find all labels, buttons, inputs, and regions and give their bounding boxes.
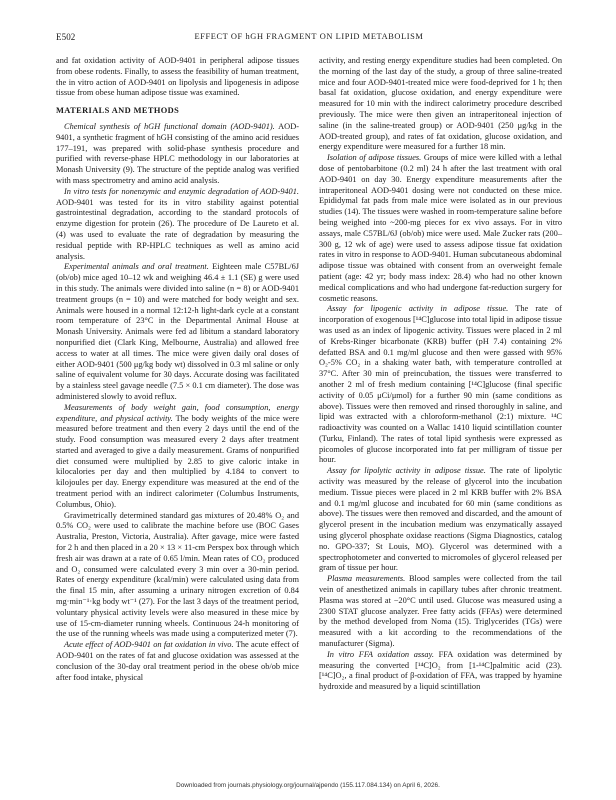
intro-paragraph: and fat oxidation activity of AOD-9401 in peripheral adipose tissues from obese rodents. Finally, to assess the feasibility of human treatment, the in vitro action of AOD-9401 on lipolysis and lipogenesis in adipose tissue from obese human adipose tissue was examined. <box>56 56 299 98</box>
section-heading: MATERIALS AND METHODS <box>56 106 180 116</box>
page-number: E502 <box>56 32 76 42</box>
paragraph-lipolytic-assay <box>319 466 562 574</box>
paragraph-plasma <box>319 574 562 650</box>
paragraph-title: Chemical synthesis of hGH functional domain (AOD-9401). <box>64 121 275 131</box>
paragraph-title: Acute effect of AOD-9401 on fat oxidation in vivo. <box>64 640 234 650</box>
paragraph-body: Groups of mice were killed with a lethal dose of pentobarbitone (0.2 ml) 24 h after the last treatment with oral AOD-9401 on day 30. Energy expenditure measurements after the intraperitoneal AOD-9401 dosing were not conducted on these mice. Epididymal fat pads from male mice were isolated as in our previous studies (14). The tissues were washed in room-temperature saline before being weighed into ~200-mg pieces for ex vivo assays. For in vitro assays, male C57BL/6J (ob/ob) mice were used. Male Zucker rats (200–300 g, 12 wk of age) were used to assess adipose tissue fat oxidation rates in vitro in response to AOD-9401. Human subcutaneous abdominal adipose tissue was obtained with consent from an overweight female patient (age: 42 yr; body mass index: 28.4) who had no other known medical complications and who had undergone fat-reduction surgery for cosmetic reasons. <box>319 153 562 303</box>
paragraph-gravimetric: Gravimetrically determined standard gas mixtures of 20.48% O₂ and 0.5% CO₂ were used to calibrate the machine before use (BOC Gases Australia, Preston, Victoria, Australia). After gavage, mice were fasted for 2 h and then placed in a 20 × 13 × 11-cm Perspex box through which fresh air was drawn at a rate of 0.65 l/min. Mean rates of CO₂ produced and O₂ consumed were calculated every 3 min over a 30-min period. Rates of energy expenditure (kcal/min) were calculated using data from the final 15 min, after assuming a urinary nitrogen excretion of 0.84 mg·min⁻¹·kg body wt⁻¹ (27). For the last 3 days of the treatment period, voluntary physical activity levels were also measured in these mice by use of 15-cm-diameter running wheels. Continuous 24-h monitoring of the use of the running wheels was made using a computerized meter (7). <box>56 510 299 639</box>
download-footer: Downloaded from journals.physiology.org/journal/ajpendo (155.117.084.134) on April 6, 2026. <box>176 782 440 789</box>
paragraph-title: Assay for lipolytic activity in adipose tissue. <box>327 466 486 476</box>
running-title: EFFECT OF hGH FRAGMENT ON LIPID METABOLISM <box>194 32 424 41</box>
paragraph-body: The acute effect of AOD-9401 on the rates of fat and glucose oxidation was assessed at the conclusion of the 30-day oral treatment period in the obese ob/ob mice after food intake, physical <box>56 640 299 682</box>
paragraph-body: AOD-9401, a synthetic fragment of hGH consisting of the amino acid residues 177–191, was prepared with solid-phase synthesis procedure and purified with reverse-phase HPLC methodology in our laboratories at Monash University (9). The structure of the peptide analog was verified with mass spectrometry and amino acid analysis. <box>56 121 299 185</box>
paragraph-isolation <box>319 153 562 304</box>
paragraph-acute-effect <box>56 640 299 683</box>
paragraph-title: In vitro tests for nonenzymic and enzymic degradation of AOD-9401. <box>64 186 299 196</box>
paragraph-lipogenic-assay <box>319 304 562 466</box>
right-column <box>319 56 562 693</box>
paragraph-body: Eighteen male C57BL/6J (ob/ob) mice aged 10–12 wk and weighing 46.4 ± 1.1 (SE) g were used in this study. The animals were divided into saline (n = 8) or AOD-9401 treatment groups (n = 10) and were matched for body weight and sex. Animals were housed in a normal 12:12-h light-dark cycle at a constant room temperature of 23°C in the Departmental Animal House at Monash University. Animals were fed ad libitum a standard laboratory nonpurified diet (Clark King, Melbourne, Australia) and allowed free access to water at all times. The mice were given daily oral doses of either AOD-9401 (500 μg/kg body wt) dissolved in 0.3 ml saline or only saline of equivalent volume for 30 days. Accurate dosing was facilitated by a stainless steel gavage needle (7.5 × 0.1 cm diameter). The dose was administered slowly to avoid reflux. <box>56 262 299 401</box>
paragraph-title: Measurements of body weight gain, food consumption, energy expenditure, and physical activity. <box>56 402 299 423</box>
paragraph-title: Experimental animals and oral treatment. <box>64 262 209 272</box>
left-column <box>56 56 299 683</box>
paragraph-continued: activity, and resting energy expenditure studies had been completed. On the morning of the last day of the study, a group of three saline-treated mice and four AOD-9401-treated mice were food-deprived for 1 h; then basal fat oxidation, glucose oxidation, and energy expenditure were measured for 10 min with the indirect calorimetry procedure described previously. The mice were then given an intraperitoneal injection of saline (in the saline-treated group) or AOD-9401 (250 μg/kg in the AOD-treated group), and rates of fat oxidation, glucose oxidation, and energy expenditure were measured for a further 18 min. <box>319 56 562 152</box>
paragraph-chemical-synthesis <box>56 122 299 187</box>
paragraph-body: The body weights of the mice were measured before treatment and then every 2 days until the end of the study. Food consumption was measured every 2 days after treatment started and averaged to give a daily measurement. Grams of nonpurified diet consumed were multiplied by 2.85 to give caloric intake in kilocalories per day and then multiplied by 4.184 to convert to kilojoules per day. Energy expenditure was measured at the end of the treatment period with an indirect calorimeter (Columbus Instruments, Columbus, Ohio). <box>56 413 300 509</box>
paragraph-body: AOD-9401 was tested for its in vitro stability against potential gastrointestinal degradation, according to the standard protocols of enzyme digestion for protein (26). The procedure of De Laureto et al. (4) was used to evaluate the rate of degradation by measuring the residual peptide with RP-HPLC techniques as well as amino acid analysis. <box>56 197 299 261</box>
paragraph-measurements <box>56 403 299 511</box>
paragraph-body: The rate of lipolytic activity was measured by the release of glycerol into the incubation medium. Tissue pieces were placed in 2 ml KRB buffer with 2% BSA and 0.1 mg/ml glucose and incubated for 60 min (same conditions as above). The tissues were then removed and discarded, and the amount of glycerol present in the incubation medium was enzymatically assayed using glycerol phosphate oxidase reactions (Sigma Diagnostics, catalog no. GPO-337; St Louis, MO). Glycerol was determined with a spectrophotometer and converted to micromoles of glycerol released per gram of tissue per hour. <box>319 466 563 573</box>
paragraph-body: Blood samples were collected from the tail vein of anesthetized animals in capillary tubes after chronic treatment. Plasma was stored at −20°C until used. Glucose was measured using a 2300 STAT glucose analyzer. Free fatty acids (FFAs) were determined by the method developed from Noma (15). Triglycerides (TGs) were measured with a kit according to the recommendations of the manufacturer (Sigma). <box>319 574 562 649</box>
paragraph-ffa-oxidation <box>319 650 562 693</box>
paragraph-body: FFA oxidation was determined by measuring the converted [¹⁴C]O₂ from [1-¹⁴C]palmitic acid (23). [¹⁴C]O₂, a final product of β-oxidation of FFA, was trapped by hyamine hydroxide and measured by a liquid scintillation <box>319 649 562 692</box>
paragraph-title: Plasma measurements. <box>327 574 406 584</box>
paragraph-title: In vitro FFA oxidation assay. <box>327 649 434 659</box>
paragraph-body: The rate of incorporation of exogenous [¹⁴C]glucose into total lipid in adipose tissue was used as an index of lipogenic activity. Tissues were placed in 2 ml of Krebs-Ringer bicarbonate (KRB) buffer (pH 7.4) containing 2% defatted BSA and 0.1 mg/ml glucose and then were gassed with 95% O₂-5% CO₂ in a shaking water bath, with temperature controlled at 37°C. After 30 min of preincubation, the tissues were transferred to another 2 ml of fresh medium containing [¹⁴C]glucose (final specific activity of 0.05 μCi/μmol) for a further 90 min (same conditions as above). Tissues were then removed and rinsed thoroughly in saline, and lipid was extracted with a chloroform-methanol (2:1) mixture. ¹⁴C radioactivity was counted on a Wallac 1410 liquid scintillation counter (Turku, Finland). The rates of total lipid synthesis were expressed as picomoles of glucose incorporated into fat per milligram of tissue per hour. <box>319 304 562 465</box>
paragraph-title: Isolation of adipose tissues. <box>327 153 422 163</box>
paragraph-experimental-animals <box>56 262 299 402</box>
paragraph-in-vitro-tests <box>56 187 299 263</box>
paragraph-title: Assay for lipogenic activity in adipose tissue. <box>327 304 509 314</box>
